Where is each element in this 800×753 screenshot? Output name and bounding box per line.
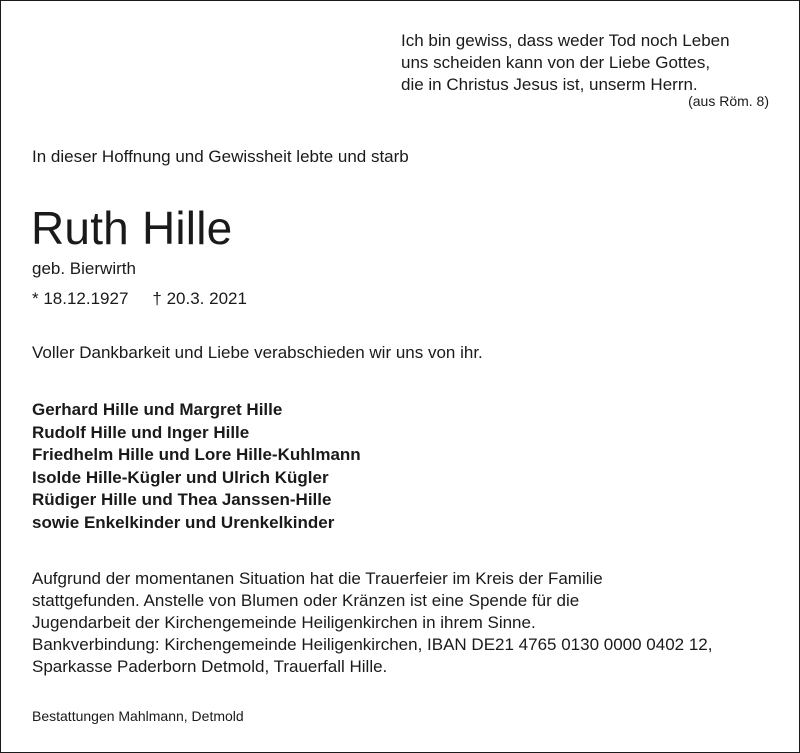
verse-line: die in Christus Jesus ist, unserm Herrn.	[401, 75, 698, 94]
mourner-line: Isolde Hille-Kügler und Ulrich Kügler	[32, 467, 329, 487]
farewell-text: Voller Dankbarkeit und Liebe verabschieden wir uns von ihr.	[32, 343, 483, 362]
life-dates	[32, 288, 247, 310]
notice-line: Aufgrund der momentanen Situation hat die Trauerfeier im Kreis der Familie	[32, 569, 603, 588]
mourners-list	[32, 399, 361, 535]
mourner-line: Rüdiger Hille und Thea Janssen-Hille	[32, 490, 332, 510]
death-date: † 20.3. 2021	[152, 289, 247, 308]
intro-text: In dieser Hoffnung und Gewissheit lebte und starb	[32, 147, 409, 166]
verse-line: Ich bin gewiss, dass weder Tod noch Leben	[401, 31, 730, 50]
birth-date: * 18.12.1927	[32, 289, 129, 308]
verse-line: uns scheiden kann von der Liebe Gottes,	[401, 53, 711, 72]
funeral-notice	[32, 568, 772, 678]
mourner-line: Rudolf Hille und Inger Hille	[32, 422, 250, 442]
mourner-line: Gerhard Hille und Margret Hille	[32, 400, 283, 419]
notice-line: Bankverbindung: Kirchengemeinde Heiligenkirchen, IBAN DE21 4765 0130 0000 0402 12,	[32, 635, 713, 654]
notice-line: stattgefunden. Anstelle von Blumen oder Kränzen ist eine Spende für die	[32, 591, 580, 610]
notice-line: Jugendarbeit der Kirchengemeinde Heiligenkirchen in ihrem Sinne.	[32, 613, 536, 632]
bible-verse	[401, 30, 781, 96]
verse-reference: (aus Röm. 8)	[688, 93, 769, 109]
maiden-name: geb. Bierwirth	[32, 259, 136, 278]
undertaker-name: Bestattungen Mahlmann, Detmold	[32, 708, 244, 724]
mourner-line: sowie Enkelkinder und Urenkelkinder	[32, 512, 335, 532]
deceased-name: Ruth Hille	[31, 202, 233, 254]
mourner-line: Friedhelm Hille und Lore Hille-Kuhlmann	[32, 445, 361, 465]
notice-line: Sparkasse Paderborn Detmold, Trauerfall Hille.	[32, 657, 388, 676]
